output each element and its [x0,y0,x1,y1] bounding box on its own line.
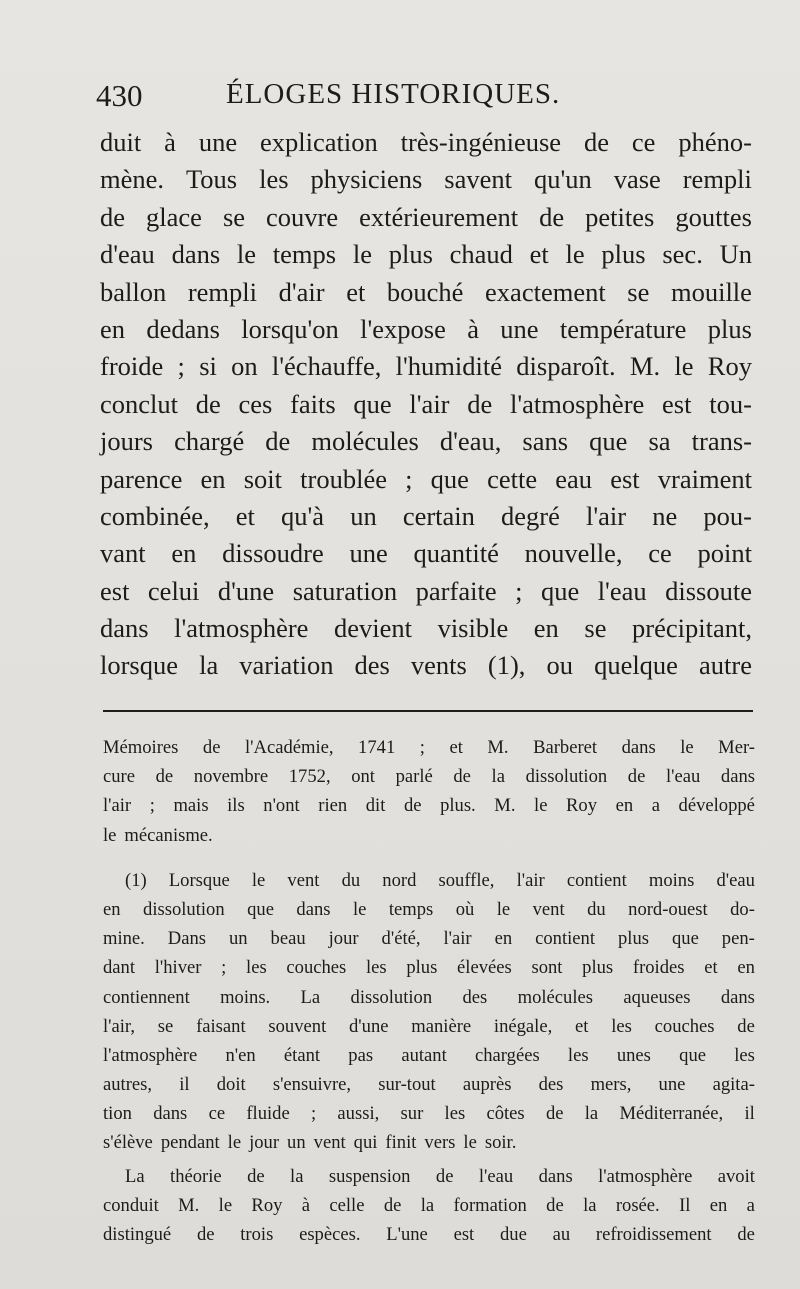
note-line: Mémoires de l'Académie, 1741 ; et M. Barberet dans le Mer- [103,737,755,758]
note-line: l'air ; mais ils n'ont rien dit de plus. M. le Roy en a développé [103,795,755,817]
text-line: dans l'atmosphère devient visible en se précipitant, [100,613,752,644]
footnotes [103,733,755,1249]
note-line: tion dans ce fluide ; aussi, sur les côtes de la Méditerranée, il [103,1103,755,1125]
continued-note [103,733,755,850]
running-title: ÉLOGES HISTORIQUES. [226,78,561,110]
note-line: le mécanisme. [103,824,213,846]
note-line: l'atmosphère n'en étant pas autant chargées les unes que les [103,1044,755,1066]
note-line: conduit M. le Roy à celle de la formation de la rosée. Il en a [103,1194,755,1216]
note-line: cure de novembre 1752, ont parlé de la dissolution de l'eau dans [103,766,755,788]
note-line: dant l'hiver ; les couches les plus élevées sont plus froides et en [103,957,755,979]
text-line: combinée, et qu'à un certain degré l'air ne pou- [100,500,752,531]
text-line: conclut de ces faits que l'air de l'atmosphère est tou- [100,388,752,419]
text-line: est celui d'une saturation parfaite ; que l'eau dissoute [100,575,752,606]
spacer [103,850,755,866]
note-line: en dissolution que dans le temps où le vent du nord-ouest do- [103,898,755,920]
text-line: jours chargé de molécules d'eau, sans que sa trans- [100,426,752,457]
footnote-divider [103,710,753,712]
note-line: distingué de trois espèces. L'une est due au refroidissement de [103,1224,755,1245]
text-line: froide ; si on l'échauffe, l'humidité disparoît. M. le Roy [100,351,752,382]
note-line: La théorie de la suspension de l'eau dans l'atmosphère avoit [125,1165,755,1187]
text-line: en dedans lorsqu'on l'expose à une température plus [100,313,752,344]
note-line: mine. Dans un beau jour d'été, l'air en contient plus que pen- [103,928,755,950]
text-line: lorsque la variation des vents (1), ou quelque autre [100,650,752,681]
note-line: (1) Lorsque le vent du nord souffle, l'air contient moins d'eau [125,869,755,891]
note-line: autres, il doit s'ensuivre, sur-tout auprès des mers, une agita- [103,1074,755,1096]
text-line: duit à une explication très-ingénieuse de ce phéno- [100,127,752,157]
text-line: de glace se couvre extérieurement de petites gouttes [100,201,752,232]
following-paragraph [103,1162,755,1250]
text-line: mène. Tous les physiciens savent qu'un vase rempli [100,164,752,195]
text-line: vant en dissoudre une quantité nouvelle, ce point [100,538,752,569]
text-line: ballon rempli d'air et bouché exactement se mouille [100,276,752,307]
note-line: l'air, se faisant souvent d'une manière inégale, et les couches de [103,1015,755,1037]
note-line: contiennent moins. La dissolution des molécules aqueuses dans [103,986,755,1008]
note-line: s'élève pendant le jour un vent qui finit vers le soir. [103,1132,517,1154]
footnote-1 [103,866,755,1158]
text-line: parence en soit troublée ; que cette eau est vraiment [100,463,752,494]
page-header [96,78,750,118]
page-number: 430 [96,78,143,113]
text-line: d'eau dans le temps le plus chaud et le plus sec. Un [100,239,752,270]
main-text [100,124,752,685]
